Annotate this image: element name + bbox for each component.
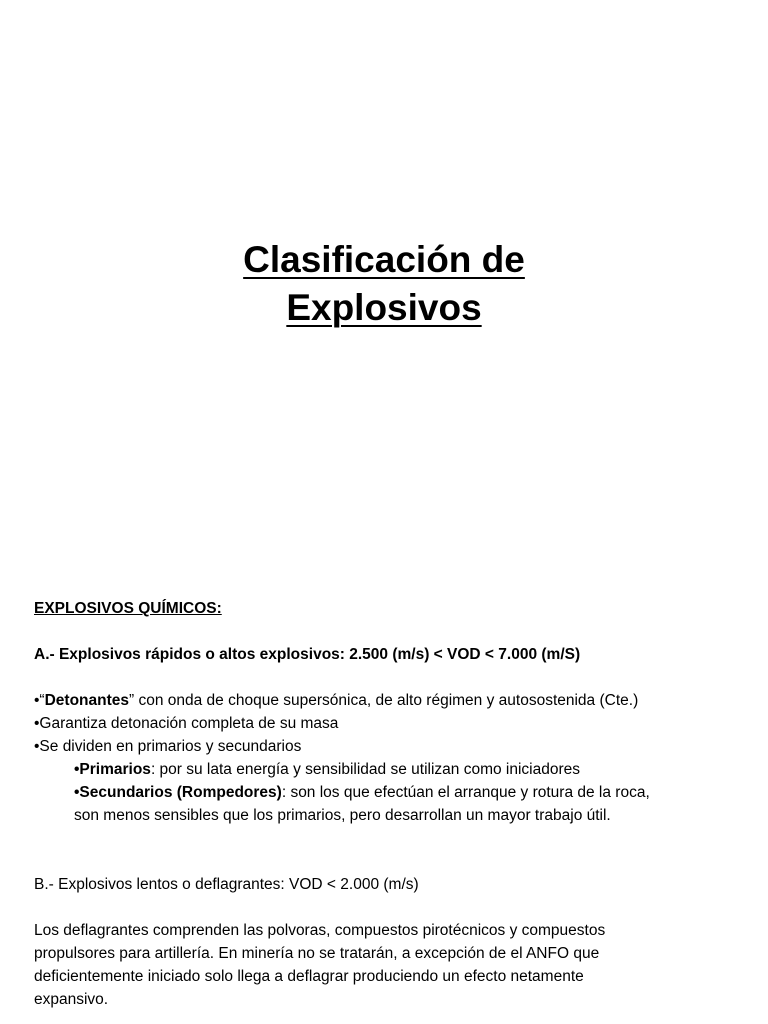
- part-a-heading: A.- Explosivos rápidos o altos explosivos: 2.500 (m/s) < VOD < 7.000 (m/S): [34, 646, 581, 663]
- title-line-1: Clasificación de: [243, 239, 525, 280]
- sub-bullet-text: : por su lata energía y sensibilidad se utilizan como iniciadores: [150, 761, 581, 778]
- document-title: [0, 236, 768, 332]
- paragraph-line: deficientemente iniciado solo llega a deflagrar produciendo un efecto netamente: [34, 968, 584, 985]
- paragraph-line: propulsores para artillería. En minería no se tratarán, a excepción de el ANFO que: [34, 945, 600, 962]
- paragraph-line: expansivo.: [34, 991, 109, 1008]
- bullet-text: ” con onda de choque supersónica, de alto régimen y autosostenida (Cte.): [129, 692, 639, 709]
- section-heading: EXPLOSIVOS QUÍMICOS:: [34, 600, 222, 617]
- document-body: [34, 597, 744, 1011]
- title-line-2: Explosivos: [286, 287, 482, 328]
- bullet-bold-term: Detonantes: [44, 692, 129, 709]
- sub-bullet-bold-term: •Secundarios (Rompedores): [74, 784, 282, 801]
- bullet-garantiza: •Garantiza detonación completa de su masa: [34, 715, 339, 732]
- sub-bullet-primarios: [34, 758, 744, 781]
- sub-bullet-text: : son los que efectúan el arranque y rotura de la roca,: [281, 784, 650, 801]
- bullet-detonantes: [34, 689, 744, 712]
- sub-bullet-secundarios: [34, 781, 744, 804]
- bullet-se-dividen: •Se dividen en primarios y secundarios: [34, 738, 302, 755]
- part-b-heading: B.- Explosivos lentos o deflagrantes: VOD < 2.000 (m/s): [34, 876, 419, 893]
- paragraph-line: Los deflagrantes comprenden las polvoras, compuestos pirotécnicos y compuestos: [34, 922, 606, 939]
- sub-bullet-secundarios-continuation: son menos sensibles que los primarios, pero desarrollan un mayor trabajo útil.: [74, 807, 611, 824]
- sub-bullet-bold-term: •Primarios: [74, 761, 151, 778]
- bullet-prefix: •“: [34, 692, 45, 709]
